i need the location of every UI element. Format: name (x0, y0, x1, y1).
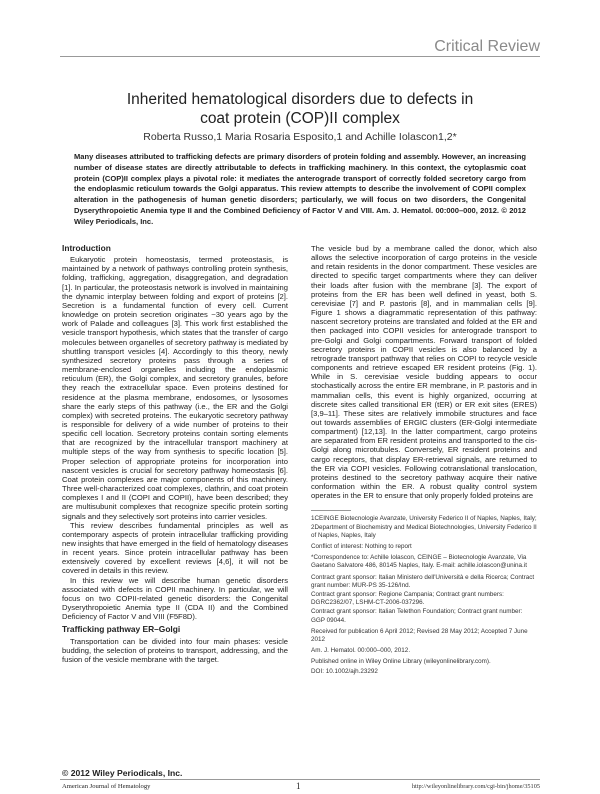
intro-paragraph-3: In this review we will describe human genetic disorders associated with defects in COPII machinery. In particular, we will focus on two COPII-related genetic disorders: the Congenital Dyserythropoietic Anemia type II (CDA II) and the Combined Deficiency of Factor V and VIII (F5F8D). (62, 575, 288, 622)
right-column (311, 244, 537, 679)
title-line-2: coat protein (COP)II complex (200, 110, 400, 127)
footnote-grant-3: Contract grant sponsor: Italian Telethon Foundation; Contract grant number: GGP 09044. (311, 608, 523, 624)
trafficking-heading: Trafficking pathway ER–Golgi (62, 624, 181, 635)
journal-name: American Journal of Hematology (62, 783, 151, 790)
intro-paragraph-1: Eukaryotic protein homeostasis, termed proteostasis, is maintained by a network of pathways controlling protein synthesis, folding, trafficking, aggregation, disaggregation, and degradation [1]. In particular, the proteostasis network is involved in maintaining the dynamic interplay between folding and export of proteins [2]. Secretion is a fundamental function of every cell. Current knowledge on protein secretion originates ~30 years ago by the work of Palade and colleagues [3]. This work first established the vesicle transport hypothesis, which states that the transfer of cargo molecules between organelles of secretory pathway is mediated by shuttling transport vesicles [4]. Accordingly to this theory, newly synthesized secretory proteins pass through a series of membrane-enclosed organelles including the endoplasmic reticulum (ER), the Golgi complex, and secretory granules, before they reach the extracellular space. Even proteins destined for residence at the plasma membrane, endosomes, or lysosomes share the early steps of this pathway (i.e., the ER and the Golgi complex) with secreted proteins. The eukaryotic secretory pathway is responsible for delivery of a wide number of proteins to their specific cell location. Secretory proteins contain sorting elements that are recognized by the intracellular transport machinery at multiple steps of the way from synthesis to specific location [5]. Proper selection of appropriate proteins for incorporation into nascent vesicles is crucial for secretory pathway homeostasis [6]. Coat protein complexes are major components of this machinery. Three well-characterized coat complexes, clathrin, and coat protein complexes I and II (COPI and COPII), have been described; they are multisubunit complexes that recognize specific protein sorting signals and they selectively sort proteins into carrier vesicles. (62, 255, 288, 521)
footnote-published: Published online in Wiley Online Library (wileyonlinelibrary.com). (311, 658, 491, 666)
page-number: 1 (296, 781, 301, 791)
footnote-doi: DOI: 10.1002/ajh.23292 (311, 667, 378, 675)
footnote-received: Received for publication 6 April 2012; Revised 28 May 2012; Accepted 7 June 2012 (311, 627, 528, 644)
footnote-affiliations: 1CEINGE Biotecnologie Avanzate, University Federico II of Naples, Naples, Italy; 2Department of Biochemistry and Medical Biotechnologies, University Federico II of Naples, Naples, Italy (311, 515, 537, 539)
left-column (62, 244, 288, 664)
trafficking-paragraph: Transportation can be divided into four main phases: vesicle budding, the selection of proteins to transport, addressing, and the fusion of the vesicle membrane with the target. (62, 636, 288, 664)
footer-rule (60, 779, 540, 780)
footnote-citation: Am. J. Hematol. 00:000–000, 2012. (311, 647, 411, 655)
copyright-notice: © 2012 Wiley Periodicals, Inc. (62, 768, 183, 778)
journal-url[interactable]: http://wileyonlinelibrary.com/cgi-bin/jhome/35105 (411, 783, 540, 790)
header-rule (60, 56, 540, 57)
intro-paragraph-2: This review describes fundamental principles as well as contemporary aspects of protein intracellular trafficking providing new insights that have emerged in the field of hematology diseases in recent years. Since protein intracellular pathway has been extensively covered by excellent reviews [4,6], it will not be covered in details in this review. (62, 520, 288, 576)
title-line-1: Inherited hematological disorders due to defects in (126, 91, 474, 108)
footnote-grant-2: Contract grant sponsor: Regione Campania; Contract grant numbers: DGRC2362/07, LSHM-CT-2006-037296. (311, 591, 504, 607)
footnote-conflict: Conflict of interest: Nothing to report (311, 542, 412, 550)
abstract: Many diseases attributed to trafficking defects are primary disorders of protein folding and assembly. However, an increasing number of disease states are directly attributable to defects in trafficking machinery. In this context, the cytoplasmic coat protein (COP)II complex plays a pivotal role: it mediates the anterograde transport of correctly folded secretory cargo from the endoplasmic reticulum towards the Golgi apparatus. This review attempts to describe the involvement of COPII complex alteration in the pathogenesis of human genetic disorders; particularly, we will focus on two disorders, the Congenital Dyserythropoietic Anemia type II and the Combined Deficiency of Factor V and VIII. Am. J. Hematol. 00:000–000, 2012. © 2012 Wiley Periodicals, Inc. (74, 152, 526, 226)
footnote-rule (311, 510, 351, 511)
author-list: Roberta Russo,1 Maria Rosaria Esposito,1 and Achille Iolascon1,2* (143, 131, 457, 143)
introduction-heading: Introduction (62, 243, 111, 253)
footnote-correspondence: *Correspondence to: Achille Iolascon, CEINGE – Biotecnologie Avanzate, Via Gaetano Salvatore 486, 80145 Naples, Italy. E-mail: achille.iolascon@unina.it (311, 554, 527, 570)
article-title (60, 90, 540, 128)
section-label: Critical Review (434, 38, 540, 55)
footnote-grant-1: Contract grant sponsor: Italian Ministero dell'Università e della Ricerca; Contract grant number: MUR-PS 35-126/Ind. (311, 573, 535, 589)
body-paragraph-right: The vesicle bud by a membrane called the donor, which also allows the selective incorporation of cargo proteins in the vesicle and retain residents in the donor compartment. These vesicles are directed to specific target compartments where they can deliver their loads after fusion with the membrane [3]. The export of proteins from the ER has been well defined in yeast, both S. cerevisiae [7] and P. pastoris [8], and in mammalian cells [9]. Figure 1 shows a diagrammatic representation of this pathway: nascent secretory proteins are translated and folded at the ER and then packaged into COPII vesicles for anterograde transport to pre-Golgi and Golgi compartments. Forward transport of folded secretory proteins in COPII vesicles is also balanced by a retrograde transport pathway that relies on COPI to recycle vesicle components and retrieve escaped ER resident proteins (Fig. 1). While in S. cerevisiae vesicle budding appears to occur stochastically across the entire ER membrane, in P. pastoris and in mammalian cells, this event is highly organized, occurring at discrete sites called transitional ER (tER) or ER exit sites (ERES) [3,9–11]. These sites are relatively immobile structures and face out towards assemblies of ERGIC clusters (ER-Golgi intermediate compartment) [12,13]. In the latter compartment, cargo proteins are separated from ER resident proteins and transported to the cis-Golgi along microtubules. Conversely, ER resident proteins and cargo receptors, that display ER-retrieval signals, are returned to the ER via COPI vesicles. Following cotranslational translocation, proteins destined to the secretory pathway acquire their native conformation within the ER. A robust quality control system operates in the ER to ensure that only properly folded proteins are (311, 244, 537, 501)
